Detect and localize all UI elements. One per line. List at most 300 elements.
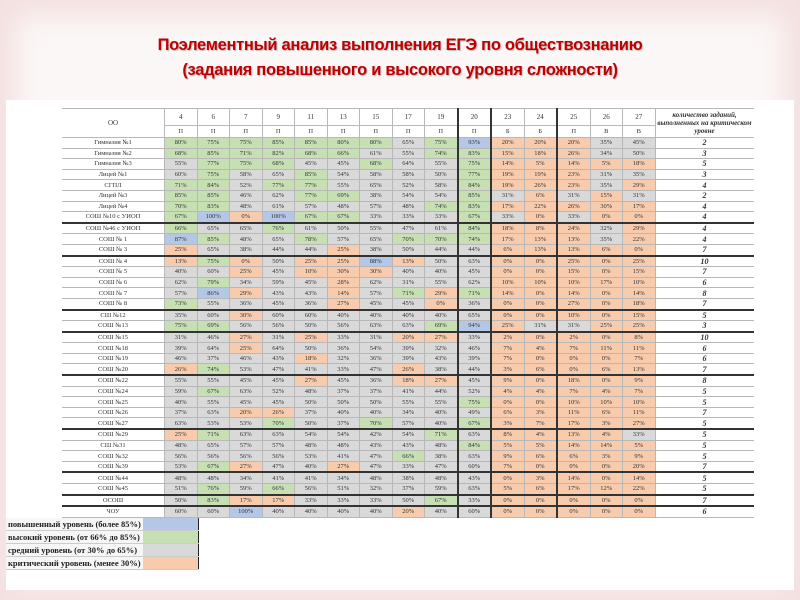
percent-cell: 80% [327,138,360,149]
percent-cell: 54% [425,190,458,201]
percent-cell: 33% [491,212,524,223]
critical-count: 5 [655,429,754,440]
percent-cell: 11% [623,407,656,418]
percent-cell: 40% [360,407,393,418]
percent-cell: 53% [295,451,328,462]
percent-cell: 40% [262,506,295,517]
critical-count: 2 [655,190,754,201]
percent-cell: 0% [590,288,623,299]
school-name: СОШ №18 [62,343,165,354]
percent-cell: 31% [623,190,656,201]
percent-cell: 0% [491,310,524,321]
percent-cell: 54% [327,429,360,440]
table-row [62,180,754,191]
percent-cell: 45% [262,267,295,278]
percent-cell: 33% [327,495,360,507]
percent-cell: 0% [425,298,458,309]
percent-cell: 39% [165,343,198,354]
percent-cell: 50% [623,148,656,159]
percent-cell: 85% [165,190,198,201]
percent-cell: 13% [557,429,590,440]
percent-cell: 60% [458,461,492,472]
percent-cell: 54% [392,429,425,440]
percent-cell: 63% [197,407,230,418]
percent-cell: 52% [262,386,295,397]
percent-cell: 23% [557,180,590,191]
percent-cell: 40% [425,407,458,418]
percent-cell: 57% [295,201,328,212]
percent-cell: 6% [524,190,557,201]
percent-cell: 65% [262,169,295,180]
percent-cell: 29% [230,288,263,299]
task-level-header: П [230,126,263,138]
percent-cell: 18% [295,353,328,364]
percent-cell: 4% [590,386,623,397]
percent-cell: 0% [590,256,623,267]
table-row [62,298,754,309]
percent-cell: 0% [590,298,623,309]
percent-cell: 14% [557,472,590,483]
percent-cell: 55% [197,397,230,408]
percent-cell: 35% [623,169,656,180]
school-name: СОШ №15 [62,332,165,343]
percent-cell: 6% [491,244,524,255]
school-name: СОШ № 3 [62,244,165,255]
critical-count: 5 [655,397,754,408]
percent-cell: 14% [557,288,590,299]
percent-cell: 49% [458,407,492,418]
percent-cell: 40% [327,407,360,418]
percent-cell: 55% [392,148,425,159]
percent-cell: 47% [360,461,393,472]
school-name: СОШ № 1 [62,234,165,245]
percent-cell: 71% [230,148,263,159]
percent-cell: 5% [623,440,656,451]
percent-cell: 12% [590,484,623,495]
percent-cell: 62% [458,277,492,288]
task-level-header: П [392,126,425,138]
percent-cell: 48% [360,472,393,483]
percent-cell: 32% [425,343,458,354]
percent-cell: 55% [392,397,425,408]
percent-cell: 33% [425,212,458,223]
percent-cell: 27% [623,418,656,429]
percent-cell: 63% [230,429,263,440]
table-row [62,169,754,180]
table-row [62,375,754,386]
percent-cell: 64% [392,159,425,170]
percent-cell: 45% [295,277,328,288]
percent-cell: 70% [262,418,295,429]
task-number-header: 7 [230,109,263,126]
percent-cell: 58% [230,169,263,180]
percent-cell: 35% [590,138,623,149]
percent-cell: 50% [327,397,360,408]
percent-cell: 50% [392,244,425,255]
percent-cell: 75% [165,321,198,332]
table-row [62,138,754,149]
school-name: Гимназия №3 [62,159,165,170]
percent-cell: 60% [197,310,230,321]
percent-cell: 55% [197,375,230,386]
percent-cell: 57% [360,288,393,299]
task-level-header: П [458,126,492,138]
percent-cell: 31% [524,321,557,332]
percent-cell: 59% [262,277,295,288]
percent-cell: 0% [230,212,263,223]
percent-cell: 34% [230,472,263,483]
critical-count: 5 [655,472,754,483]
legend-item [6,531,198,544]
percent-cell: 44% [458,364,492,375]
percent-cell: 0% [623,495,656,507]
percent-cell: 41% [262,472,295,483]
percent-cell: 71% [392,288,425,299]
percent-cell: 60% [197,267,230,278]
critical-count: 3 [655,169,754,180]
percent-cell: 87% [165,234,198,245]
percent-cell: 77% [458,169,492,180]
percent-cell: 15% [557,267,590,278]
percent-cell: 45% [392,298,425,309]
percent-cell: 47% [360,364,393,375]
percent-cell: 3% [491,364,524,375]
percent-cell: 40% [327,310,360,321]
percent-cell: 73% [165,298,198,309]
percent-cell: 9% [491,375,524,386]
percent-cell: 67% [197,386,230,397]
percent-cell: 0% [557,461,590,472]
critical-count: 7 [655,298,754,309]
percent-cell: 19% [524,169,557,180]
percent-cell: 53% [165,461,198,472]
percent-cell: 46% [458,343,492,354]
percent-cell: 10% [524,277,557,288]
percent-cell: 10% [557,277,590,288]
percent-cell: 63% [458,429,492,440]
critical-count: 6 [655,277,754,288]
percent-cell: 40% [425,506,458,517]
percent-cell: 6% [590,364,623,375]
percent-cell: 75% [458,159,492,170]
percent-cell: 0% [524,267,557,278]
percent-cell: 94% [458,321,492,332]
percent-cell: 84% [197,180,230,191]
table-row [62,429,754,440]
percent-cell: 80% [360,138,393,149]
percent-cell: 34% [327,472,360,483]
percent-cell: 0% [590,212,623,223]
percent-cell: 57% [327,234,360,245]
percent-cell: 31% [491,190,524,201]
percent-cell: 25% [165,429,198,440]
percent-cell: 40% [392,310,425,321]
percent-cell: 6% [590,244,623,255]
critical-count: 5 [655,159,754,170]
percent-cell: 0% [491,256,524,267]
percent-cell: 25% [623,256,656,267]
percent-cell: 31% [360,332,393,343]
percent-cell: 7% [491,343,524,354]
percent-cell: 29% [623,223,656,234]
percent-cell: 41% [327,451,360,462]
percent-cell: 18% [491,223,524,234]
percent-cell: 4% [524,343,557,354]
school-name: СОШ №10 с УИОП [62,212,165,223]
percent-cell: 58% [392,169,425,180]
legend-label: средний уровень (от 30% до 65%) [6,544,143,557]
percent-cell: 6% [524,484,557,495]
percent-cell: 0% [524,353,557,364]
task-number-header: 13 [327,109,360,126]
task-level-header: В [590,126,623,138]
percent-cell: 0% [524,506,557,517]
percent-cell: 77% [295,190,328,201]
percent-cell: 26% [557,148,590,159]
percent-cell: 17% [557,484,590,495]
percent-cell: 62% [360,277,393,288]
critical-count: 5 [655,418,754,429]
task-level-header: П [197,126,230,138]
table-row [62,364,754,375]
percent-cell: 60% [165,506,198,517]
task-level-header: П [295,126,328,138]
percent-cell: 71% [425,429,458,440]
percent-cell: 7% [623,386,656,397]
task-level-header: П [327,126,360,138]
percent-cell: 3% [590,418,623,429]
percent-cell: 65% [392,138,425,149]
percent-cell: 37% [197,353,230,364]
percent-cell: 7% [491,353,524,364]
percent-cell: 18% [557,375,590,386]
school-name: СОШ №46 с УИОП [62,223,165,234]
percent-cell: 29% [425,288,458,299]
percent-cell: 65% [262,234,295,245]
percent-cell: 15% [623,310,656,321]
percent-cell: 60% [458,506,492,517]
percent-cell: 20% [230,407,263,418]
critical-count: 8 [655,288,754,299]
critical-count: 4 [655,201,754,212]
percent-cell: 0% [623,244,656,255]
percent-cell: 17% [262,495,295,507]
percent-cell: 31% [392,277,425,288]
percent-cell: 22% [623,484,656,495]
percent-cell: 80% [165,138,198,149]
school-name: СШ №31 [62,440,165,451]
percent-cell: 83% [197,201,230,212]
percent-cell: 40% [360,310,393,321]
percent-cell: 70% [425,234,458,245]
table-row [62,201,754,212]
percent-cell: 33% [458,332,492,343]
title-line-2: (задания повышенного и высокого уровня сложности) [182,61,618,79]
percent-cell: 37% [165,407,198,418]
school-name: СШ №12 [62,310,165,321]
percent-cell: 14% [491,288,524,299]
percent-cell: 63% [262,429,295,440]
percent-cell: 46% [165,353,198,364]
critical-count: 10 [655,256,754,267]
percent-cell: 35% [590,180,623,191]
percent-cell: 41% [295,472,328,483]
percent-cell: 14% [327,288,360,299]
task-number-header: 4 [165,109,198,126]
percent-cell: 68% [360,159,393,170]
percent-cell: 5% [590,159,623,170]
percent-cell: 33% [458,495,492,507]
percent-cell: 67% [197,461,230,472]
percent-cell: 46% [230,353,263,364]
critical-count: 6 [655,343,754,354]
critical-count: 4 [655,180,754,191]
percent-cell: 82% [262,148,295,159]
percent-cell: 8% [491,429,524,440]
percent-cell: 45% [295,159,328,170]
percent-cell: 0% [590,495,623,507]
percent-cell: 57% [230,440,263,451]
percent-cell: 74% [458,234,492,245]
percent-cell: 41% [392,386,425,397]
percent-cell: 0% [524,461,557,472]
critical-count: 5 [655,484,754,495]
percent-cell: 65% [360,234,393,245]
school-name: СОШ №25 [62,397,165,408]
percent-cell: 43% [392,440,425,451]
table-row [62,277,754,288]
percent-cell: 26% [557,201,590,212]
percent-cell: 0% [590,267,623,278]
percent-cell: 44% [425,244,458,255]
school-name: СОШ №45 [62,484,165,495]
percent-cell: 32% [327,353,360,364]
percent-cell: 36% [327,343,360,354]
results-table [62,108,754,518]
percent-cell: 26% [262,407,295,418]
percent-cell: 18% [392,375,425,386]
percent-cell: 13% [557,234,590,245]
percent-cell: 70% [392,234,425,245]
percent-cell: 18% [623,298,656,309]
percent-cell: 36% [295,298,328,309]
percent-cell: 7% [557,386,590,397]
percent-cell: 52% [392,180,425,191]
percent-cell: 27% [425,375,458,386]
percent-cell: 31% [590,169,623,180]
percent-cell: 50% [295,321,328,332]
percent-cell: 43% [425,353,458,364]
percent-cell: 48% [165,472,198,483]
percent-cell: 32% [590,223,623,234]
percent-cell: 15% [491,148,524,159]
school-name: СОШ №29 [62,429,165,440]
percent-cell: 6% [491,407,524,418]
percent-cell: 26% [165,364,198,375]
percent-cell: 67% [458,212,492,223]
percent-cell: 28% [327,277,360,288]
percent-cell: 0% [491,298,524,309]
task-level-header: П [557,126,590,138]
percent-cell: 10% [557,310,590,321]
percent-cell: 33% [360,212,393,223]
percent-cell: 17% [590,277,623,288]
percent-cell: 27% [327,461,360,472]
percent-cell: 17% [491,234,524,245]
percent-cell: 0% [623,506,656,517]
critical-count: 8 [655,375,754,386]
critical-count: 4 [655,223,754,234]
percent-cell: 5% [491,440,524,451]
percent-cell: 25% [590,321,623,332]
percent-cell: 38% [360,244,393,255]
critical-count: 4 [655,212,754,223]
percent-cell: 0% [557,353,590,364]
school-name: СОШ №22 [62,375,165,386]
percent-cell: 9% [623,451,656,462]
percent-cell: 0% [491,397,524,408]
percent-cell: 63% [230,386,263,397]
percent-cell: 0% [524,332,557,343]
percent-cell: 66% [392,451,425,462]
percent-cell: 66% [262,484,295,495]
percent-cell: 48% [197,472,230,483]
percent-cell: 33% [327,364,360,375]
percent-cell: 20% [524,138,557,149]
percent-cell: 54% [327,169,360,180]
percent-cell: 48% [425,440,458,451]
percent-cell: 55% [425,159,458,170]
task-number-header: 15 [360,109,393,126]
school-name: СОШ № 8 [62,298,165,309]
school-name: СОШ №32 [62,451,165,462]
school-name: СОШ №13 [62,321,165,332]
school-name: СОШ №26 [62,407,165,418]
percent-cell: 33% [392,212,425,223]
percent-cell: 57% [165,288,198,299]
percent-cell: 13% [524,244,557,255]
school-name: СОШ № 4 [62,256,165,267]
percent-cell: 0% [524,397,557,408]
table-row [62,461,754,472]
percent-cell: 40% [327,506,360,517]
percent-cell: 47% [360,451,393,462]
percent-cell: 37% [392,484,425,495]
percent-cell: 13% [623,364,656,375]
legend-swatch [143,557,199,570]
table-row [62,332,754,343]
percent-cell: 40% [425,310,458,321]
percent-cell: 60% [165,169,198,180]
percent-cell: 45% [458,375,492,386]
percent-cell: 65% [458,310,492,321]
percent-cell: 40% [425,418,458,429]
percent-cell: 5% [524,440,557,451]
percent-cell: 50% [360,397,393,408]
percent-cell: 0% [524,288,557,299]
percent-cell: 48% [392,201,425,212]
table-row [62,212,754,223]
percent-cell: 36% [458,298,492,309]
percent-cell: 45% [623,138,656,149]
percent-cell: 27% [230,461,263,472]
task-level-header: Б [524,126,557,138]
percent-cell: 22% [623,234,656,245]
percent-cell: 53% [197,418,230,429]
critical-count: 6 [655,506,754,517]
percent-cell: 6% [524,451,557,462]
critical-count: 3 [655,321,754,332]
